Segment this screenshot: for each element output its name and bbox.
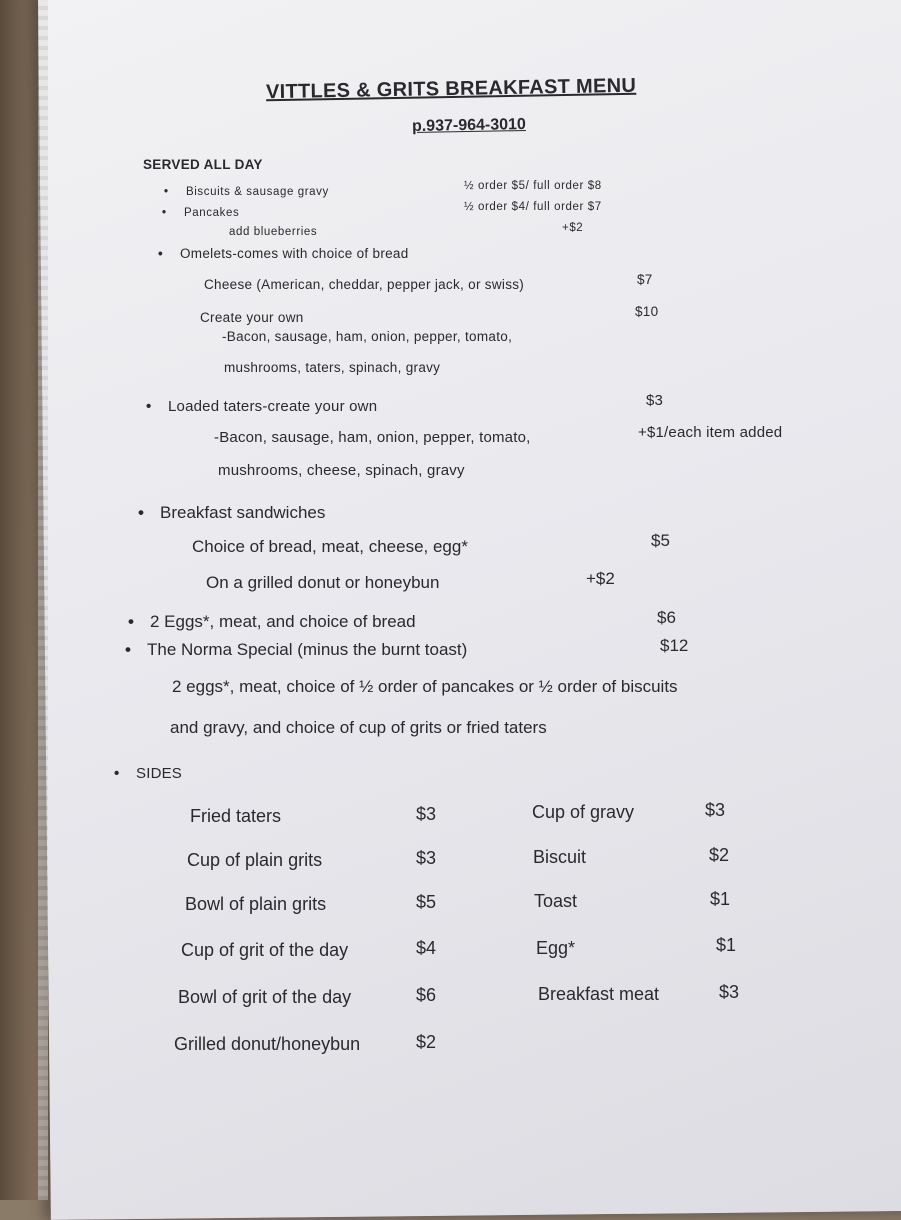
biscuits-price: ½ order $5/ full order $8 [464, 180, 602, 192]
list-item: Cup of plain grits [187, 850, 323, 870]
list-item: Biscuit [533, 847, 587, 867]
list-item-price: $3 [416, 848, 437, 868]
sandwich-price: $5 [651, 531, 670, 550]
sandwich-donut-price: +$2 [586, 569, 615, 588]
list-item-price: $2 [416, 1032, 437, 1052]
list-item-price: $3 [705, 800, 726, 820]
plastic-sleeve-edge [38, 0, 48, 1200]
pancakes-item: • Pancakes [184, 207, 239, 219]
list-item: Fried taters [190, 806, 282, 826]
loaded-taters-ingredients-2: mushrooms, cheese, spinach, gravy [218, 462, 465, 479]
list-item-price: $1 [710, 889, 731, 909]
list-item-price: $6 [416, 985, 437, 1005]
list-item: Breakfast meat [538, 984, 660, 1004]
list-item: Egg* [536, 938, 576, 958]
omelet-ingredients-1: -Bacon, sausage, ham, onion, pepper, tomato, [222, 329, 513, 344]
phone-number: p.937-964-3010 [411, 116, 526, 135]
pancakes-price: ½ order $4/ full order $7 [464, 201, 602, 213]
sandwich-donut: On a grilled donut or honeybun [206, 573, 440, 592]
loaded-taters-heading: • Loaded taters-create your own [168, 398, 377, 415]
list-item: Cup of grit of the day [181, 940, 349, 960]
norma-special-price: $12 [660, 636, 689, 655]
list-item: Bowl of grit of the day [178, 987, 352, 1007]
sandwich-choice: Choice of bread, meat, cheese, egg* [192, 537, 468, 556]
loaded-taters-price: $3 [646, 392, 664, 409]
list-item-price: $2 [709, 845, 730, 865]
biscuits-item: • Biscuits & sausage gravy [186, 186, 329, 198]
omelet-cheese: Cheese (American, cheddar, pepper jack, or swiss) [204, 277, 525, 292]
omelets-heading: • Omelets-comes with choice of bread [180, 246, 409, 261]
list-item: Cup of gravy [532, 802, 635, 822]
norma-description-2: and gravy, and choice of cup of grits or fried taters [170, 718, 547, 737]
list-item-price: $3 [416, 804, 437, 824]
list-item-price: $3 [719, 982, 740, 1002]
two-eggs-item: • 2 Eggs*, meat, and choice of bread [150, 612, 416, 632]
omelet-cheese-price: $7 [637, 272, 653, 287]
loaded-taters-extra: +$1/each item added [638, 424, 783, 441]
norma-description-1: 2 eggs*, meat, choice of ½ order of pancakes or ½ order of biscuits [172, 677, 678, 696]
list-item-price: $4 [416, 938, 437, 958]
list-item-price: $5 [416, 892, 437, 912]
blueberries-item: add blueberries [229, 226, 318, 238]
list-item: Bowl of plain grits [185, 894, 327, 914]
omelet-create: Create your own [200, 310, 304, 325]
menu-title: VITTLES & GRITS BREAKFAST MENU [265, 74, 637, 104]
list-item: Toast [534, 891, 578, 911]
sandwiches-heading: • Breakfast sandwiches [160, 503, 325, 523]
omelet-ingredients-2: mushrooms, taters, spinach, gravy [224, 360, 441, 375]
loaded-taters-ingredients-1: -Bacon, sausage, ham, onion, pepper, tomato, [214, 429, 531, 446]
served-all-day-heading: SERVED ALL DAY [143, 157, 263, 172]
norma-special-item: • The Norma Special (minus the burnt toast) [147, 640, 467, 660]
list-item-price: $1 [716, 935, 737, 955]
two-eggs-price: $6 [657, 608, 676, 627]
omelet-create-price: $10 [635, 304, 659, 319]
list-item: Grilled donut/honeybun [174, 1034, 361, 1054]
blueberries-price: +$2 [562, 222, 584, 234]
sides-heading: • SIDES [136, 765, 182, 782]
